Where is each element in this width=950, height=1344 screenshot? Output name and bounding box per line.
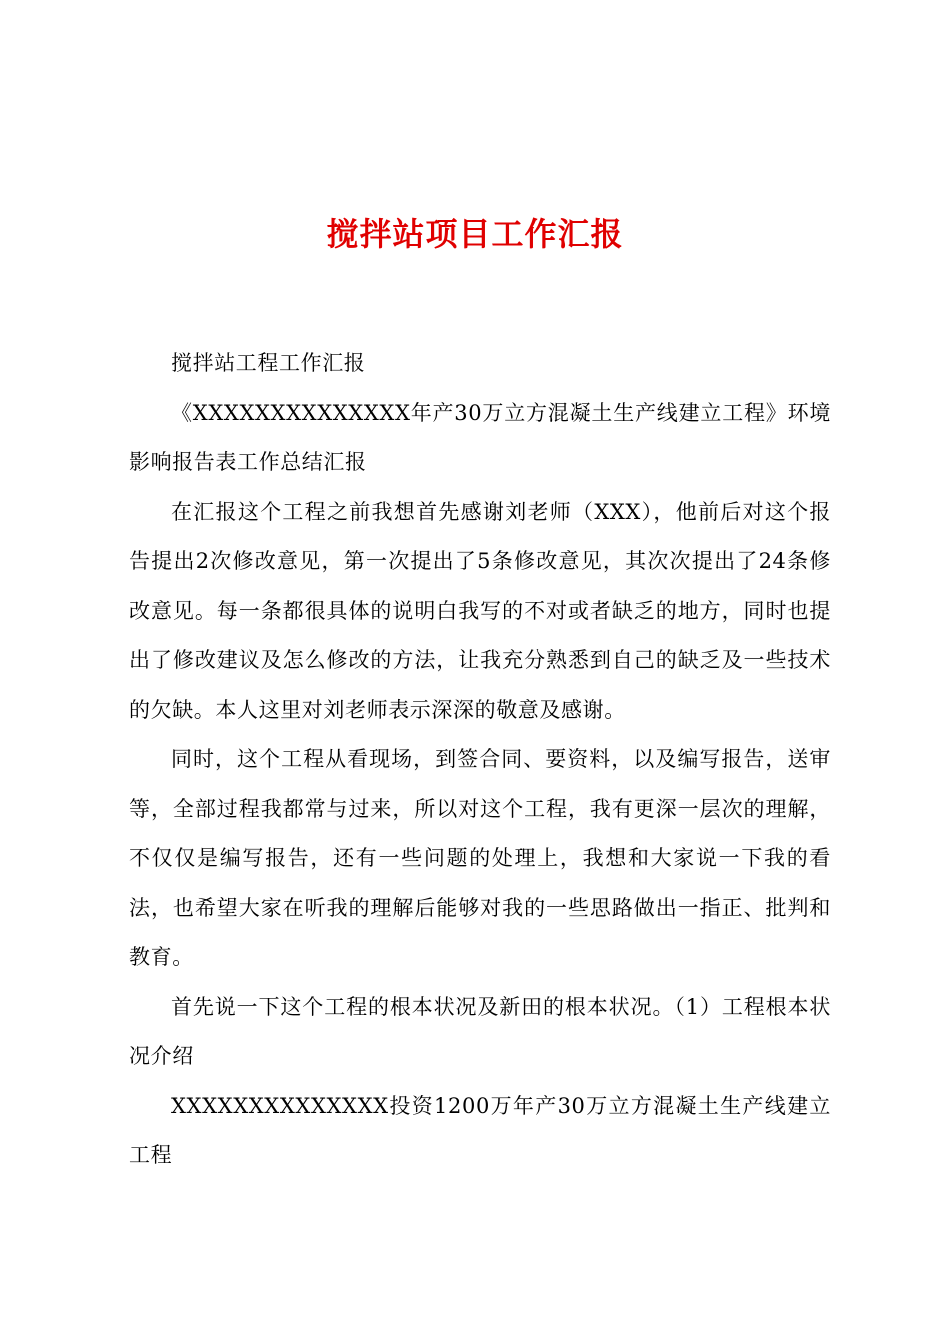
paragraph-heading: 搅拌站工程工作汇报	[171, 351, 366, 375]
paragraph-thanks: 在汇报这个工程之前我想首先感谢刘老师（XXX），他前后对这个报告提出2次修改意见，第一次提出了5条修改意见，其次次提出了24条修改意见。每一条都很具体的说明白我写的不对或者缺乏的地方，同时也提出了修改建议及怎么修改的方法，让我充分熟悉到自己的缺乏及一些技术的欠缺。本人这里对刘老师表示深深的敬意及感谢。	[129, 499, 831, 722]
paragraph-investment: XXXXXXXXXXXXXX投资1200万年产30万立方混凝土生产线建立工程	[129, 1093, 831, 1167]
paragraph-report-name: 《XXXXXXXXXXXXXX年产30万立方混凝土生产线建立工程》环境影响报告表工作总结汇报	[129, 400, 831, 474]
paragraph-overview: 首先说一下这个工程的根本状况及新田的根本状况。（1）工程根本状况介绍	[129, 994, 831, 1068]
document-body	[129, 339, 831, 1181]
document-title: 搅拌站项目工作汇报	[326, 215, 624, 253]
paragraph-process: 同时，这个工程从看现场，到签合同、要资料，以及编写报告，送审等，全部过程我都常与过来，所以对这个工程，我有更深一层次的理解，不仅仅是编写报告，还有一些问题的处理上，我想和大家说一下我的看法，也希望大家在听我的理解后能够对我的一些思路做出一指正、批判和教育。	[129, 747, 831, 969]
